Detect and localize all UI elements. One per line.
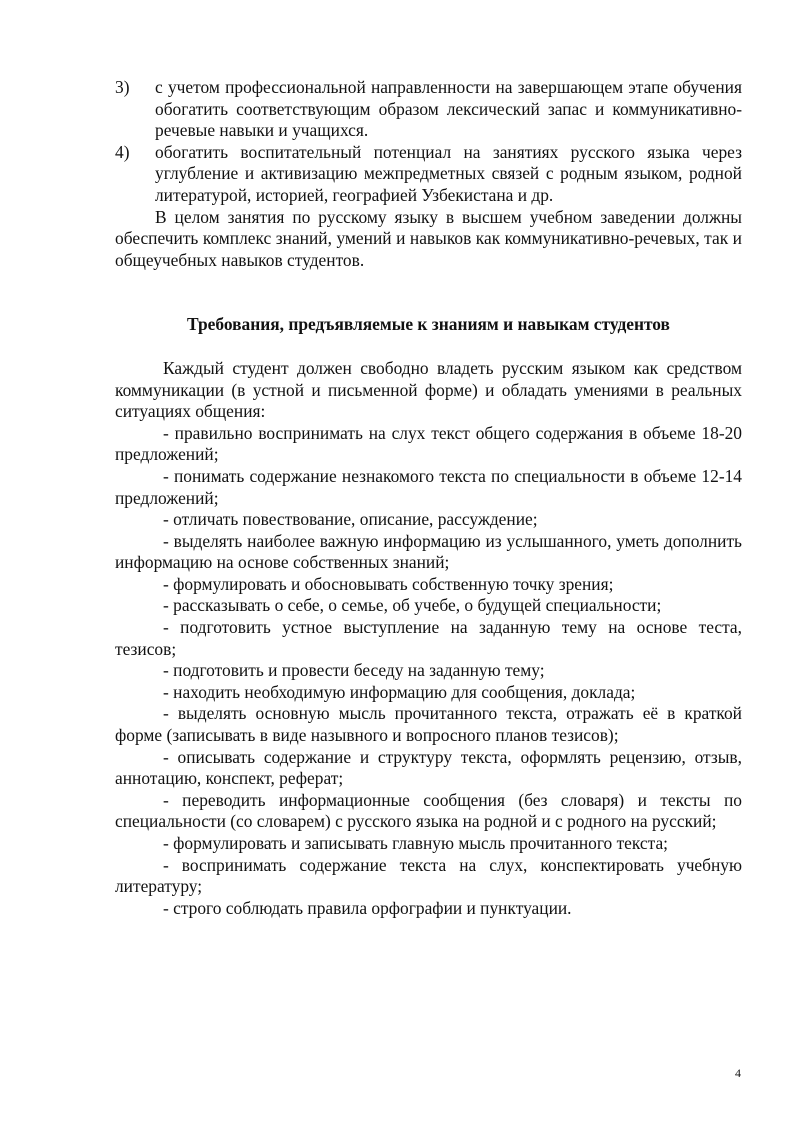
requirement-item: - строго соблюдать правила орфографии и пунктуации. <box>163 897 572 918</box>
list-item-4 <box>115 142 742 207</box>
intro-paragraph: Каждый студент должен свободно владеть русским языком как средством коммуникации (в устной и письменной форме) и обладать умениями в реальных ситуациях общения: <box>115 357 742 422</box>
section-heading: Требования, предъявляемые к знаниям и навыкам студентов <box>187 314 670 335</box>
list-number: 3) <box>115 77 130 97</box>
requirement-item: - подготовить и провести беседу на заданную тему; <box>163 660 545 681</box>
requirement-item: - выделять основную мысль прочитанного текста, отражать её в краткой форме (записывать в виде назывного и вопросного планов тезисов); <box>115 703 742 746</box>
requirement-item: - формулировать и записывать главную мысль прочитанного текста; <box>163 833 668 853</box>
requirement-item: - находить необходимую информацию для сообщения, доклада; <box>163 681 636 702</box>
list-number: 4) <box>115 141 130 162</box>
list-item-text: с учетом профессиональной направленности на завершающем этапе обучения обогатить соответствующим образом лексический запас и коммуникативно-речевые навыки и учащихся. <box>155 77 742 141</box>
requirement-item: - рассказывать о себе, о семье, об учебе, о будущей специальности; <box>163 595 662 616</box>
summary-paragraph: В целом занятия по русскому языку в высшем учебном заведении должны обеспечить комплекс знаний, умений и навыков как коммуникативно-речевых, так и общеучебных навыков студентов. <box>115 206 742 270</box>
requirement-item: - переводить информационные сообщения (без словаря) и тексты по специальности (со словарем) с русского языка на родной и с родного на русский; <box>115 789 742 832</box>
page-content <box>115 77 742 919</box>
requirement-item: - отличать повествование, описание, рассуждение; <box>163 509 538 530</box>
requirement-item: - воспринимать содержание текста на слух, конспектировать учебную литературу; <box>115 854 742 897</box>
requirement-item: - понимать содержание незнакомого текста по специальности в объеме 12-14 предложений; <box>115 465 742 508</box>
page-number: 4 <box>735 1066 741 1080</box>
requirement-item: - правильно воспринимать на слух текст общего содержания в объеме 18-20 предложений; <box>115 422 742 465</box>
requirement-item: - выделять наиболее важную информацию из услышанного, уметь дополнить информацию на основе собственных знаний; <box>115 530 742 573</box>
list-item-3 <box>115 77 742 142</box>
requirement-item: - описывать содержание и структуру текста, оформлять рецензию, отзыв, аннотацию, конспект, реферат; <box>115 746 742 789</box>
list-item-text: обогатить воспитательный потенциал на занятиях русского языка через углубление и активизацию межпредметных связей с родным языком, родной литературой, историей, географией Узбекистана и др. <box>155 141 742 205</box>
requirement-item: - формулировать и обосновывать собственную точку зрения; <box>163 573 614 594</box>
requirement-item: - подготовить устное выступление на заданную тему на основе теста, тезисов; <box>115 617 742 659</box>
